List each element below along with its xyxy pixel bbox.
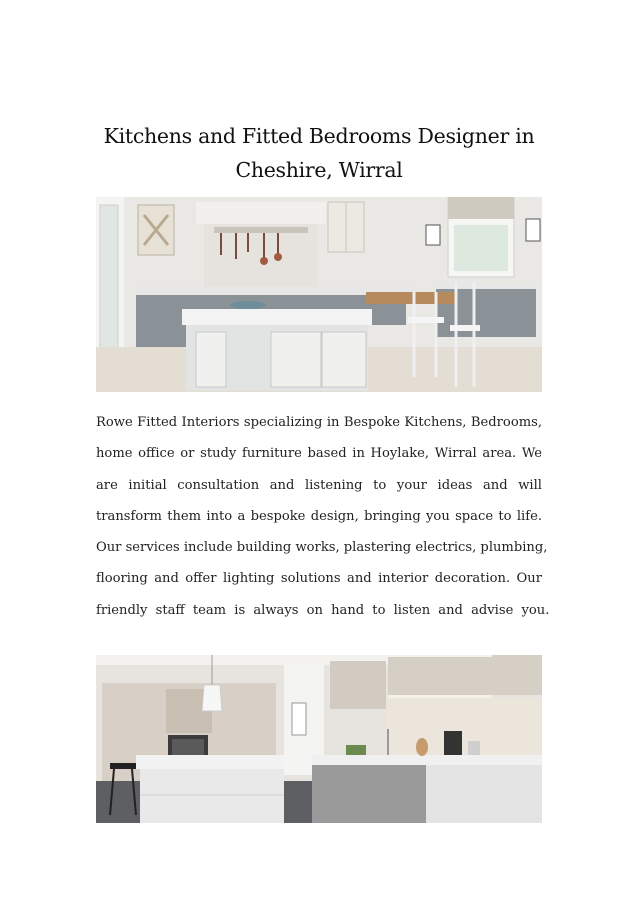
body-line-5: Our services include building works, plastering electrics, plumbing, bbox=[96, 540, 548, 556]
body-paragraph bbox=[96, 407, 550, 626]
body-line-7: friendly staff team is always on hand to listen and advise you. bbox=[96, 602, 550, 618]
body-line-2: home office or study furniture based in Hoylake, Wirral area. We bbox=[96, 446, 542, 462]
body-line-1: Rowe Fitted Interiors specializing in Bespoke Kitchens, Bedrooms, bbox=[96, 415, 542, 430]
title-line-1: Kitchens and Fitted Bedrooms Designer in bbox=[103, 124, 535, 148]
title-line-2: Cheshire, Wirral bbox=[235, 158, 403, 182]
body-line-4: transform them into a bespoke design, bringing you space to life. bbox=[96, 508, 542, 524]
page-title bbox=[96, 119, 542, 187]
body-line-6: flooring and offer lighting solutions and interior decoration. Our bbox=[96, 571, 542, 587]
kitchen-photo-modern bbox=[96, 655, 542, 823]
kitchen-photo-grey-shaker bbox=[96, 197, 542, 392]
body-line-3: are initial consultation and listening to your ideas and will bbox=[96, 477, 542, 493]
